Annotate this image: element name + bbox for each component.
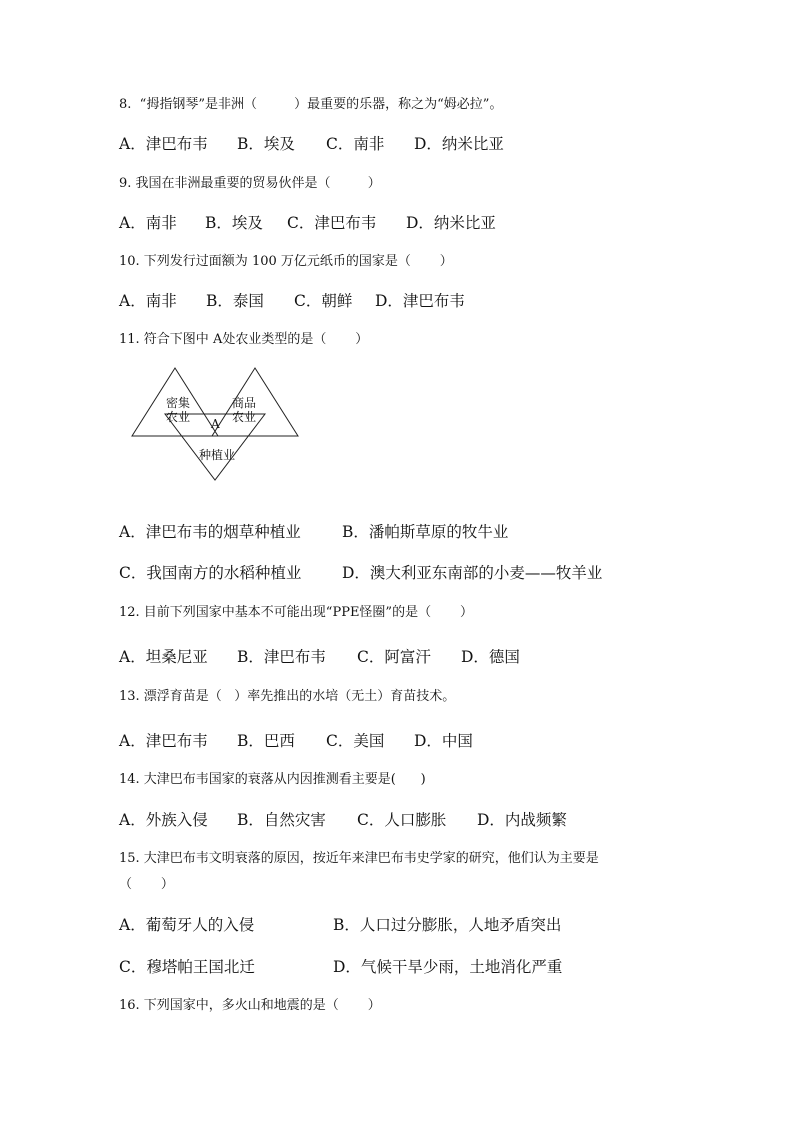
option-13d: D．中国 [414, 732, 473, 750]
option-14a: A．外族入侵 [119, 811, 208, 829]
option-8c: C．南非 [326, 135, 385, 153]
option-10c: C．朝鲜 [294, 292, 353, 310]
label-commercial-1: 商品 [232, 396, 257, 410]
label-intensive-2: 农业 [166, 410, 191, 424]
option-11a: A．津巴布韦的烟草种植业 [119, 523, 301, 541]
option-9a: A．南非 [119, 214, 177, 232]
question-11: 11. 符合下图中 A处农业类型的是（ ） [119, 332, 369, 347]
option-11d: D．澳大利亚东南部的小麦——牧羊业 [342, 564, 603, 582]
option-10a: A．南非 [119, 292, 177, 310]
question-14: 14. 大津巴布韦国家的衰落从内因推测看主要是( ) [119, 772, 426, 787]
option-14c: C．人口膨胀 [357, 811, 447, 829]
option-12a: A．坦桑尼亚 [119, 648, 208, 666]
question-9: 9. 我国在非洲最重要的贸易伙伴是（ ） [119, 176, 381, 191]
label-commercial-2: 农业 [232, 410, 257, 424]
label-intensive-1: 密集 [166, 396, 191, 410]
question-10: 10. 下列发行过面额为 100 万亿元纸币的国家是（ ） [119, 254, 453, 269]
agriculture-type-diagram [128, 364, 304, 486]
label-plantation: 种植业 [199, 448, 236, 462]
option-8a: A．津巴布韦 [119, 135, 208, 153]
question-15: 15. 大津巴布韦文明衰落的原因，按近年来津巴布韦史学家的研究，他们认为主要是 [119, 851, 599, 866]
option-14b: B．自然灾害 [237, 811, 326, 829]
label-a: A [211, 417, 220, 431]
option-8d: D．纳米比亚 [414, 135, 504, 153]
question-8: 8. “拇指钢琴”是非洲（ ）最重要的乐器，称之为“姆必拉”。 [119, 97, 503, 112]
option-15b: B．人口过分膨胀，人地矛盾突出 [333, 916, 562, 934]
option-11c: C．我国南方的水稻种植业 [119, 564, 302, 582]
question-12: 12. 目前下列国家中基本不可能出现“PPE怪圈”的是（ ） [119, 605, 474, 620]
option-15a: A．葡萄牙人的入侵 [119, 916, 255, 934]
option-9b: B．埃及 [205, 214, 263, 232]
option-13a: A．津巴布韦 [119, 732, 208, 750]
option-15c: C．穆塔帕王国北迁 [119, 958, 255, 976]
option-11b: B．潘帕斯草原的牧牛业 [342, 523, 509, 541]
option-9d: D．纳米比亚 [406, 214, 496, 232]
question-15-blank: （ ） [119, 877, 174, 892]
option-10b: B．泰国 [206, 292, 264, 310]
option-10d: D．津巴布韦 [375, 292, 465, 310]
option-8b: B．埃及 [237, 135, 295, 153]
option-12c: C．阿富汗 [357, 648, 431, 666]
option-14d: D．内战频繁 [477, 811, 567, 829]
question-13: 13. 漂浮育苗是（ ）率先推出的水培（无土）育苗技术。 [119, 689, 456, 704]
option-9c: C．津巴布韦 [287, 214, 377, 232]
option-15d: D．气候干旱少雨，土地消化严重 [333, 958, 563, 976]
question-16: 16. 下列国家中，多火山和地震的是（ ） [119, 998, 381, 1013]
option-12d: D．德国 [461, 648, 520, 666]
option-13c: C．美国 [326, 732, 385, 750]
option-12b: B．津巴布韦 [237, 648, 326, 666]
option-13b: B．巴西 [237, 732, 295, 750]
